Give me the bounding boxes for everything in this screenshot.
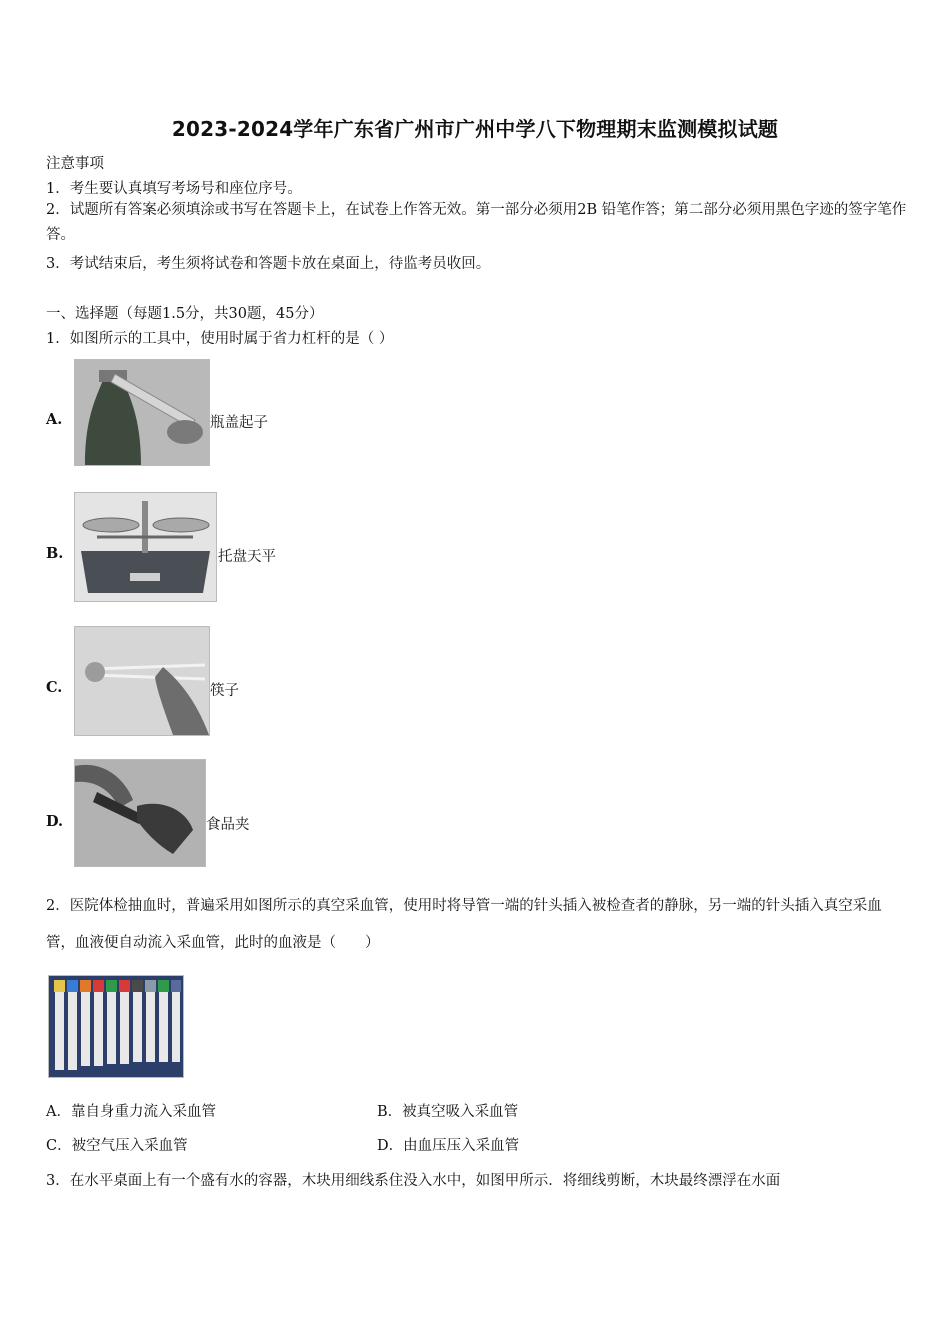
page-title: 2023-2024学年广东省广州市广州中学八下物理期末监测模拟试题 xyxy=(171,117,779,141)
blood-collection-tubes-icon xyxy=(49,976,183,1077)
notice-item-1: 1．考生要认真填写考场号和座位序号。 xyxy=(46,181,302,197)
q2-option-b: B．被真空吸入采血管 xyxy=(377,1104,519,1120)
tray-balance-photo xyxy=(74,492,217,602)
question-1-stem: 1．如图所示的工具中，使用时属于省力杠杆的是（ ） xyxy=(46,331,394,347)
q2-option-a: A．靠自身重力流入采血管 xyxy=(46,1104,216,1120)
blood-collection-tubes-photo xyxy=(48,975,184,1078)
question-2-stem: 2．医院体检抽血时，普遍采用如图所示的真空采血管，使用时将导管一端的针头插入被检查者的静脉，另一端的针头插入真空采血管，血液便自动流入采血管，此时的血液是（ ） xyxy=(46,898,882,951)
q1-option-a-letter: A. xyxy=(46,411,63,428)
food-tongs-icon xyxy=(75,760,205,866)
bottle-opener-photo xyxy=(74,359,210,466)
q1-option-c-letter: C. xyxy=(46,679,63,696)
q2-option-c: C．被空气压入采血管 xyxy=(46,1138,188,1154)
q1-option-c-caption: 筷子 xyxy=(210,683,239,699)
bottle-opener-icon xyxy=(75,360,209,465)
q1-option-b-caption: 托盘天平 xyxy=(218,549,276,565)
question-3-stem: 3．在水平桌面上有一个盛有水的容器，木块用细线系住没入水中，如图甲所示．将细线剪断，木块最终漂浮在水面 xyxy=(46,1173,781,1189)
q2-option-d: D．由血压压入采血管 xyxy=(377,1138,520,1154)
chopsticks-photo xyxy=(74,626,210,736)
q1-option-d-letter: D. xyxy=(46,813,64,830)
q1-option-a-caption: 瓶盖起子 xyxy=(210,415,268,431)
tray-balance-icon xyxy=(75,493,216,601)
q1-option-d-caption: 食品夹 xyxy=(206,817,250,833)
section-heading: 一、选择题（每题1.5分，共30题，45分） xyxy=(46,306,324,322)
notice-heading: 注意事项 xyxy=(46,156,104,172)
food-tongs-photo xyxy=(74,759,206,867)
notice-item-2: 2．试题所有答案必须填涂或书写在答题卡上，在试卷上作答无效。第一部分必须用2B 铅笔作答；第二部分必须用黑色字迹的签字笔作答。 xyxy=(46,202,907,243)
notice-item-3: 3．考试结束后，考生须将试卷和答题卡放在桌面上，待监考员收回。 xyxy=(46,256,491,272)
q1-option-b-letter: B. xyxy=(46,545,64,562)
chopsticks-icon xyxy=(75,627,209,735)
